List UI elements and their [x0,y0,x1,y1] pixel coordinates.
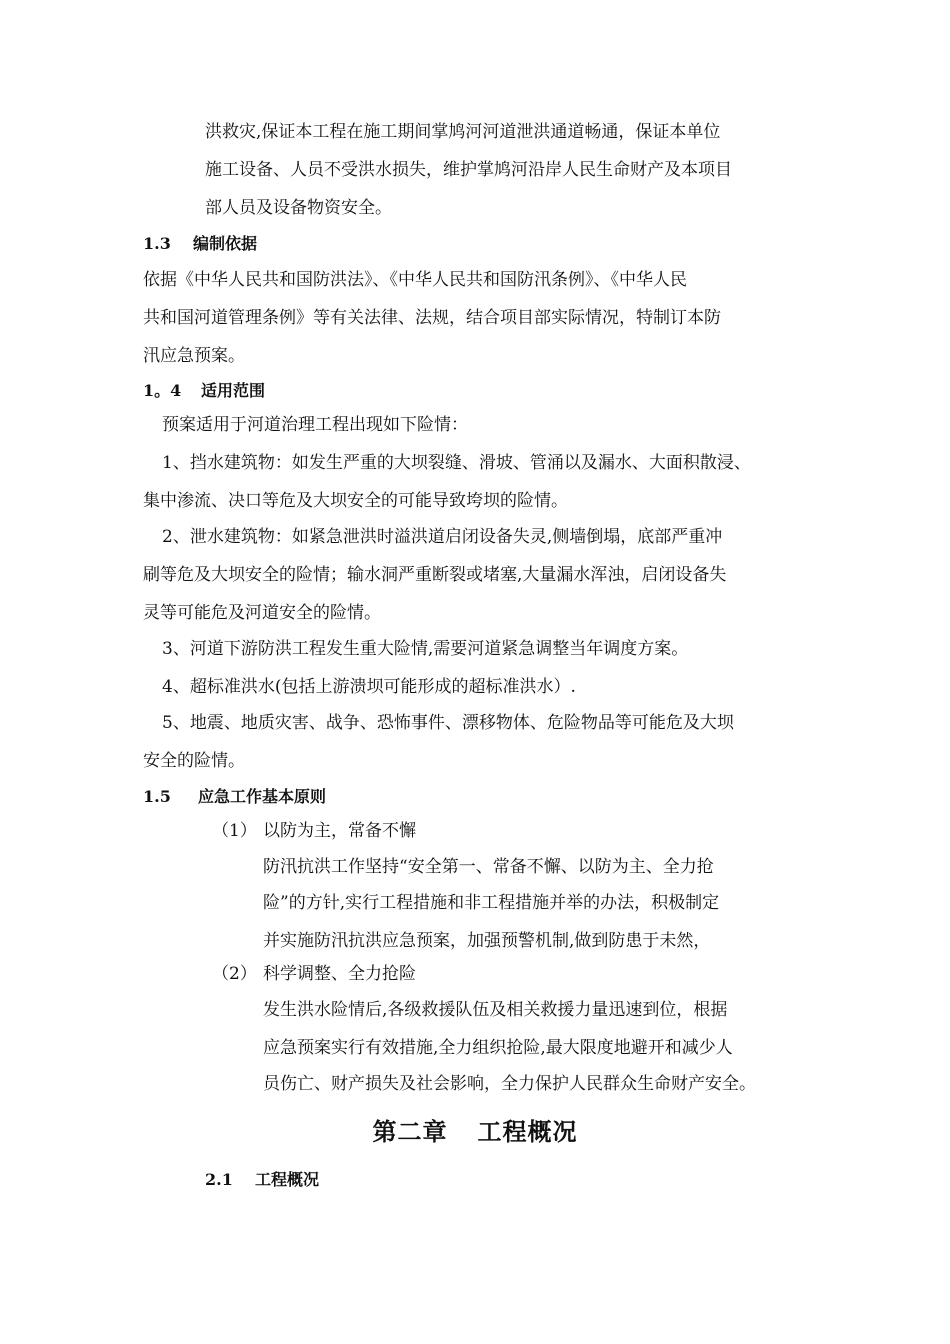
list-item-line: 3、河道下游防洪工程发生重大险情,需要河道紧急调整当年调度方案。 [162,639,689,659]
section-number: 1.3 [143,234,171,253]
list-item-line: 集中渗流、决口等危及大坝安全的可能导致垮坝的险情。 [143,491,568,511]
section-number: 2.1 [205,1170,233,1189]
list-item-line: 1、挡水建筑物：如发生严重的大坝裂缝、滑坡、管涌以及漏水、大面积散浸、 [162,453,751,473]
paragraph-line: 汛应急预案。 [143,346,245,366]
principle-line: 员伤亡、财产损失及社会影响，全力保护人民群众生命财产安全。 [263,1074,756,1094]
section-title: 适用范围 [201,381,266,400]
section-title: 工程概况 [255,1170,320,1189]
intro-line: 洪救灾,保证本工程在施工期间掌鸠河河道泄洪通道畅通，保证本单位 [205,122,721,142]
principle-marker: （2） [212,964,257,984]
section-heading-2-1 [205,1168,319,1192]
section-number: 1。4 [143,381,182,400]
list-item-line: 安全的险情。 [143,751,245,771]
intro-line: 部人员及设备物资安全。 [205,198,392,218]
paragraph-line: 预案适用于河道治理工程出现如下险情： [162,415,468,435]
intro-line: 施工设备、人员不受洪水损失，维护掌鸠河沿岸人民生命财产及本项目 [205,160,732,180]
section-heading-1-5 [143,785,326,809]
section-heading-1-3 [143,232,257,256]
section-title: 应急工作基本原则 [198,787,327,806]
principle-heading: 以防为主，常备不懈 [263,821,416,841]
chapter-name: 工程概况 [477,1117,578,1146]
principle-line: 并实施防汛抗洪应急预案，加强预警机制,做到防患于未然， [263,931,711,951]
principle-line: 应急预案实行有效措施,全力组织抢险,最大限度地避开和减少人 [263,1038,733,1058]
paragraph-line: 共和国河道管理条例》等有关法律、法规，结合项目部实际情况，特制订本防 [143,308,721,328]
list-item-line: 5、地震、地质灾害、战争、恐怖事件、漂移物体、危险物品等可能危及大坝 [162,713,734,733]
list-item-line: 灵等可能危及河道安全的险情。 [143,603,381,623]
section-title: 编制依据 [193,234,258,253]
list-item-line: 4、超标准洪水(包括上游溃坝可能形成的超标准洪水）. [162,677,576,697]
list-item-line: 2、泄水建筑物：如紧急泄洪时溢洪道启闭设备失灵,侧墙倒塌，底部严重冲 [162,527,723,547]
principle-line: 险”的方针,实行工程措施和非工程措施并举的办法，积极制定 [263,893,720,913]
principle-line: 防汛抗洪工作坚持“安全第一、常备不懈、以防为主、全力抢 [263,857,714,877]
section-number: 1.5 [143,787,171,806]
list-item-line: 刷等危及大坝安全的险情；输水洞严重断裂或堵塞,大量漏水浑浊，启闭设备失 [143,565,727,585]
principle-heading: 科学调整、全力抢险 [263,964,416,984]
principle-line: 发生洪水险情后,各级救援队伍及相关救援力量迅速到位，根据 [263,1000,728,1020]
paragraph-line: 依据《中华人民共和国防洪法》、《中华人民共和国防汛条例》、《中华人民 [143,270,687,290]
section-heading-1-4 [143,379,265,403]
principle-marker: （1） [212,821,257,841]
chapter-number: 第二章 [372,1117,448,1146]
chapter-title [0,1116,950,1148]
